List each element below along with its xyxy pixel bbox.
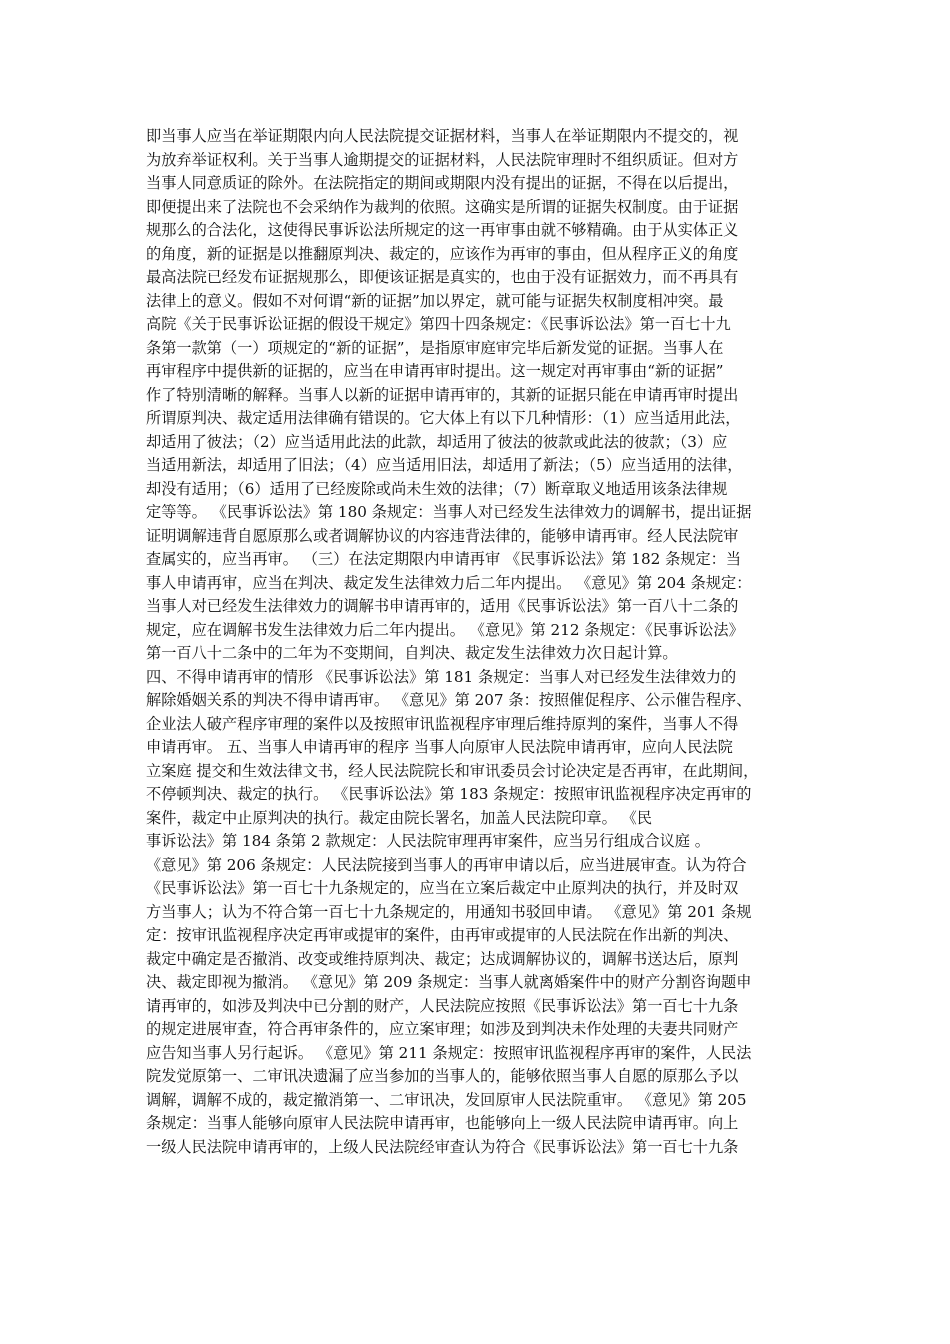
text-line: 定等等。 《民事诉讼法》第 180 条规定：当事人对已经发生法律效力的调解书，提出证据	[146, 503, 752, 521]
text-line: 当适用新法，却适用了旧法；（4）应当适用旧法，却适用了新法；（5）应当适用的法律，	[146, 456, 743, 474]
document-body	[146, 125, 816, 1159]
text-line: 立案庭 提交和生效法律文书，经人民法院院长和审讯委员会讨论决定是否再审，在此期间，	[146, 761, 759, 780]
text-line: 所谓原判决、裁定适用法律确有错误的。它大体上有以下几种情形：（1）应当适用此法，	[146, 409, 741, 427]
text-line: 规定，应在调解书发生法律效力后二年内提出。 《意见》第 212 条规定：《民事诉讼法》	[146, 620, 744, 639]
text-line: 应告知当事人另行起诉。 《意见》第 211 条规定：按照审讯监视程序再审的案件，人民法	[146, 1043, 752, 1062]
text-line: 最高法院已经发布证据规那么，即便该证据是真实的，也由于没有证据效力，而不再具有	[146, 268, 739, 286]
text-line: 法律上的意义。假如不对何谓“新的证据”加以界定，就可能与证据失权制度相冲突。最	[146, 291, 724, 310]
text-line: 企业法人破产程序审理的案件以及按照审讯监视程序审理后维持原判的案件，当事人不得	[146, 714, 739, 733]
text-line: 解除婚姻关系的判决不得申请再审。 《意见》第 207 条：按照催促程序、公示催告程序、	[146, 691, 752, 709]
text-line: 当事人对已经发生法律效力的调解书申请再审的，适用《民事诉讼法》第一百八十二条的	[146, 597, 739, 615]
text-line: 一级人民法院申请再审的，上级人民法院经审查认为符合《民事诉讼法》第一百七十九条	[146, 1137, 739, 1156]
text-line: 却适用了彼法；（2）应当适用此法的此款，却适用了彼法的彼款或此法的彼款；（3）应	[146, 432, 728, 451]
text-line: 却没有适用；（6）适用了已经废除或尚未生效的法律；（7）断章取义地适用该条法律规	[146, 479, 728, 498]
text-line: 请再审的，如涉及判决中已分割的财产，人民法院应按照《民事诉讼法》第一百七十九条	[146, 996, 739, 1015]
text-line: 第一百八十二条中的二年为不变期间，自判决、裁定发生法律效力次日起计算。	[146, 644, 678, 662]
text-line: 证明调解违背自愿原那么或者调解协议的内容违背法律的，能够申请再审。经人民法院审	[146, 526, 739, 545]
text-line: 四、不得申请再审的情形 《民事诉讼法》第 181 条规定：当事人对已经发生法律效力的	[146, 667, 737, 686]
text-line: 再审程序中提供新的证据的，应当在申请再审时提出。这一规定对再审事由“新的证据”	[146, 362, 724, 380]
text-line: 裁定中确定是否撤消、改变或维持原判决、裁定；达成调解协议的，调解书送达后，原判	[146, 949, 739, 968]
text-line: 高院《关于民事诉讼证据的假设干规定》第四十四条规定：《民事诉讼法》第一百七十九	[146, 315, 731, 333]
text-line: 事人申请再审，应当在判决、裁定发生法律效力后二年内提出。 《意见》第 204 条规定：	[146, 573, 752, 592]
text-line: 申请再审。 五、当事人申请再审的程序 当事人向原审人民法院申请再审，应向人民法院	[146, 738, 733, 756]
text-line: 调解，调解不成的，裁定撤消第一、二审讯决，发回原审人民法院重审。 《意见》第 205	[146, 1090, 747, 1109]
text-line: 作了特别清晰的解释。当事人以新的证据申请再审的，其新的证据只能在申请再审时提出	[146, 385, 739, 404]
text-line: 条规定：当事人能够向原审人民法院申请再审，也能够向上一级人民法院申请再审。向上	[146, 1114, 739, 1132]
text-line: 院发觉原第一、二审讯决遗漏了应当参加的当事人的，能够依照当事人自愿的原那么予以	[146, 1067, 739, 1085]
text-line: 查属实的，应当再审。 （三）在法定期限内申请再审 《民事诉讼法》第 182 条规定：当	[146, 550, 742, 568]
text-line: 决、裁定即视为撤消。 《意见》第 209 条规定：当事人就离婚案件中的财产分割咨询题申	[146, 973, 752, 991]
text-line: 《意见》第 206 条规定：人民法院接到当事人的再审申请以后，应当进展审查。认为符合	[146, 855, 747, 874]
text-line: 定：按审讯监视程序决定再审或提审的案件，由再审或提审的人民法院在作出新的判决、	[146, 926, 739, 944]
text-line: 即当事人应当在举证期限内向人民法院提交证据材料，当事人在举证期限内不提交的，视	[146, 127, 739, 145]
text-line: 条第一款第（一）项规定的“新的证据”，是指原审庭审完毕后新发觉的证据。当事人在	[146, 338, 724, 357]
text-line: 的规定进展审查，符合再审条件的，应立案审理；如涉及到判决未作处理的夫妻共同财产	[146, 1020, 739, 1038]
text-line: 《民事诉讼法》第一百七十九条规定的，应当在立案后裁定中止原判决的执行，并及时双	[146, 879, 739, 897]
text-line: 当事人同意质证的除外。在法院指定的期间或期限内没有提出的证据，不得在以后提出，	[146, 174, 739, 192]
text-line: 不停顿判决、裁定的执行。 《民事诉讼法》第 183 条规定：按照审讯监视程序决定再审的	[146, 785, 752, 803]
text-line: 规那么的合法化，这使得民事诉讼法所规定的这一再审事由就不够精确。由于从实体正义	[146, 221, 739, 239]
text-line: 即便提出来了法院也不会采纳作为裁判的依照。这确实是所谓的证据失权制度。由于证据	[146, 197, 739, 216]
text-line: 事诉讼法》第 184 条第 2 款规定：人民法院审理再审案件，应当另行组成合议庭 。	[146, 832, 710, 850]
text-line: 为放弃举证权利。关于当事人逾期提交的证据材料，人民法院审理时不组织质证。但对方	[146, 150, 739, 169]
text-line: 方当事人；认为不符合第一百七十九条规定的，用通知书驳回申请。 《意见》第 201 条规	[146, 902, 752, 921]
text-line: 的角度，新的证据是以推翻原判决、裁定的，应该作为再审的事由，但从程序正义的角度	[146, 244, 739, 263]
text-line: 案件，裁定中止原判决的执行。裁定由院长署名，加盖人民法院印章。 《民	[146, 808, 653, 827]
